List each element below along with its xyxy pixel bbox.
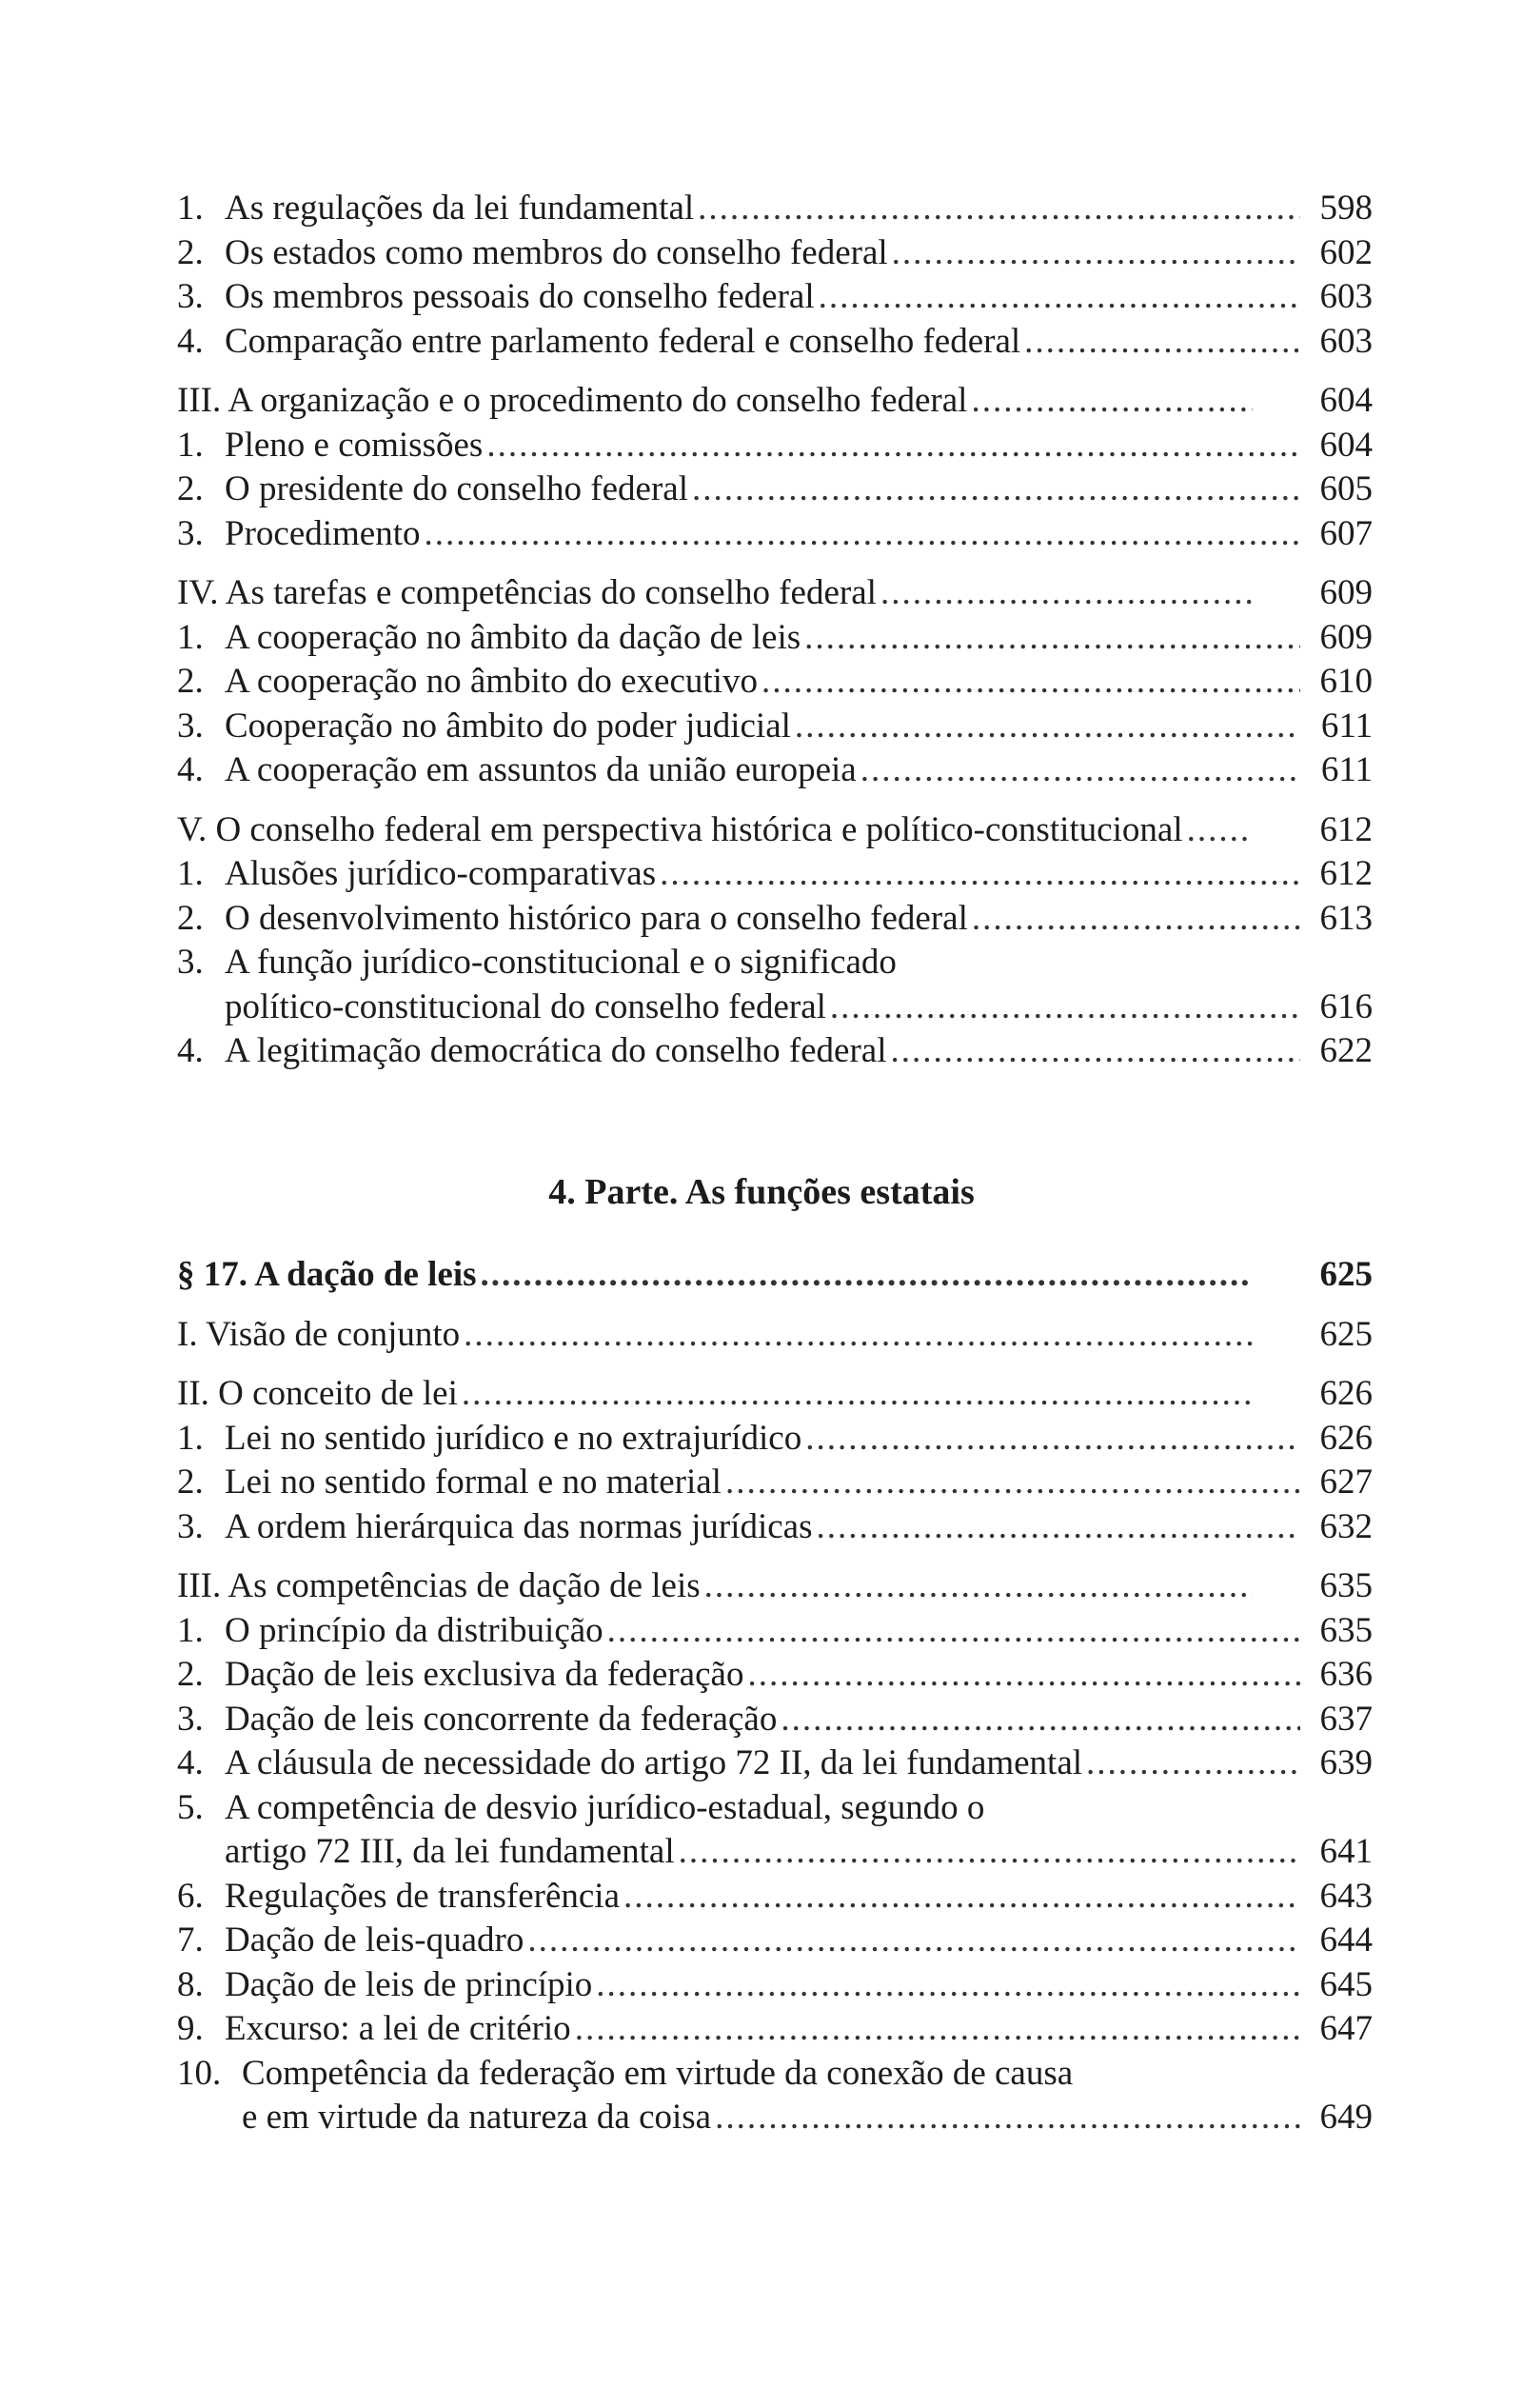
toc-entry[interactable] xyxy=(177,660,1373,705)
toc-entry-number: 2. xyxy=(177,1655,204,1694)
toc-entry-title: Lei no sentido jurídico e no extrajurídico xyxy=(225,1418,802,1458)
toc-entry[interactable] xyxy=(177,1609,1373,1654)
toc-entry-page-number: 649 xyxy=(1319,2098,1373,2137)
dot-leader xyxy=(857,748,1300,793)
toc-entry-page-number: 639 xyxy=(1319,1743,1373,1782)
dot-leader xyxy=(483,424,1300,468)
dot-leader xyxy=(1082,1741,1300,1786)
toc-entry-page-number: 602 xyxy=(1319,232,1373,272)
toc-entry-title: O presidente do conselho federal xyxy=(225,469,688,508)
toc-entry-title: Os estados como membros do conselho federal xyxy=(225,232,888,272)
toc-entry-page-number: 626 xyxy=(1319,1418,1373,1458)
toc-entry-number: 8. xyxy=(177,1964,204,2004)
toc-entry-title: O princípio da distribuição xyxy=(225,1610,603,1650)
toc-entry[interactable] xyxy=(177,1653,1373,1698)
toc-entry-page-number: 611 xyxy=(1320,706,1373,746)
dot-leader xyxy=(458,1372,1253,1417)
toc-entry-title: Lei no sentido formal e no material xyxy=(225,1463,722,1502)
toc-entry-number: 1. xyxy=(177,854,204,893)
toc-entry-number: 3. xyxy=(177,513,204,553)
toc-entry-page-number: 622 xyxy=(1319,1031,1373,1070)
dot-leader xyxy=(694,187,1300,231)
toc-entry-title: Regulações de transferência xyxy=(225,1876,621,1916)
toc-entry-title: III. A organização e o procedimento do conselho federal xyxy=(177,381,968,420)
toc-entry-page-number: 626 xyxy=(1319,1374,1373,1413)
toc-entry-page-number: 625 xyxy=(1319,1255,1373,1294)
toc-entry-title: O desenvolvimento histórico para o conselho federal xyxy=(225,898,968,938)
toc-entry-title: I. Visão de conjunto xyxy=(177,1314,461,1354)
toc-entry-page-number: 625 xyxy=(1319,1314,1373,1354)
toc-entry-title: Dação de leis concorrente da federação xyxy=(225,1699,778,1739)
toc-entry[interactable] xyxy=(177,512,1373,557)
dot-leader xyxy=(688,468,1300,512)
toc-entry-page-number: 605 xyxy=(1319,469,1373,508)
toc-entry-page-number: 612 xyxy=(1319,809,1373,849)
dot-leader xyxy=(826,985,1300,1030)
toc-entry-title: A ordem hierárquica das normas jurídicas xyxy=(225,1506,813,1546)
part-heading: 4. Parte. As funções estatais xyxy=(548,1172,975,1212)
dot-leader xyxy=(656,852,1300,897)
toc-entry-title: e em virtude da natureza da coisa xyxy=(242,2098,712,2137)
toc-entry-number: 2. xyxy=(177,662,204,701)
toc-entry[interactable] xyxy=(177,1029,1373,1074)
toc-entry-title: Dação de leis exclusiva da federação xyxy=(225,1655,744,1694)
dot-leader xyxy=(421,512,1300,557)
toc-entry[interactable] xyxy=(177,1417,1373,1462)
toc-entry-title: II. O conceito de lei xyxy=(177,1374,458,1413)
dot-leader xyxy=(711,2096,1300,2140)
toc-entry[interactable] xyxy=(177,1830,1373,1875)
toc-entry[interactable] xyxy=(177,1253,1373,1298)
toc-entry[interactable] xyxy=(177,1919,1373,1963)
toc-entry[interactable] xyxy=(177,852,1373,897)
toc-entry-page-number: 603 xyxy=(1319,277,1373,316)
toc-entry-page-number: 610 xyxy=(1319,662,1373,701)
toc-entry-page-number: 604 xyxy=(1319,381,1373,420)
toc-entry[interactable] xyxy=(177,379,1373,424)
toc-entry-number: 4. xyxy=(177,1743,204,1782)
toc-entry-page-number: 609 xyxy=(1319,617,1373,657)
dot-leader xyxy=(675,1830,1300,1875)
toc-entry-number: 1. xyxy=(177,1610,204,1650)
toc-entry-title: Comparação entre parlamento federal e conselho federal xyxy=(225,321,1021,361)
dot-leader xyxy=(571,2007,1300,2052)
toc-entry-title: As regulações da lei fundamental xyxy=(225,189,695,228)
dot-leader xyxy=(758,660,1300,705)
toc-entry[interactable] xyxy=(177,1461,1373,1505)
toc-entry-number: 3. xyxy=(177,1699,204,1739)
dot-leader xyxy=(813,1505,1301,1550)
toc-entry[interactable] xyxy=(177,1313,1373,1358)
toc-entry[interactable] xyxy=(177,424,1373,468)
toc-entry-title: Procedimento xyxy=(225,513,421,553)
toc-entry-title: político-constitucional do conselho federal xyxy=(225,986,826,1026)
dot-leader xyxy=(777,1698,1300,1742)
toc-entry-title: IV. As tarefas e competências do conselho federal xyxy=(177,573,877,612)
toc-entry-title: Dação de leis-quadro xyxy=(225,1920,524,1960)
toc-entry[interactable] xyxy=(177,985,1373,1030)
toc-entry-number: 1. xyxy=(177,1418,204,1458)
toc-entry-page-number: 641 xyxy=(1319,1832,1373,1871)
dot-leader xyxy=(620,1875,1300,1920)
toc-entry-title: Dação de leis de princípio xyxy=(225,1964,593,2004)
toc-entry-number: 4. xyxy=(177,750,204,789)
toc-entry-title: V. O conselho federal em perspectiva histórica e político-constitucional xyxy=(177,809,1183,849)
toc-entry-page-number: 644 xyxy=(1319,1920,1373,1960)
toc-entry-page-number: 645 xyxy=(1319,1964,1373,2004)
toc-entry-number: 7. xyxy=(177,1920,204,1960)
toc-entry-page-number: 643 xyxy=(1319,1876,1373,1916)
dot-leader xyxy=(968,897,1300,942)
toc-entry-title: A competência de desvio jurídico-estadual, segundo o xyxy=(225,1787,985,1827)
toc-entry-number: 9. xyxy=(177,2009,204,2048)
toc-entry-number: 1. xyxy=(177,425,204,465)
toc-entry-number: 3. xyxy=(177,943,204,982)
dot-leader xyxy=(1183,808,1253,853)
dot-leader xyxy=(801,1417,1300,1462)
toc-entry-page-number: 635 xyxy=(1319,1610,1373,1650)
toc-entry[interactable] xyxy=(177,275,1373,320)
toc-entry-page-number: 616 xyxy=(1319,986,1373,1026)
toc-entry-title: Competência da federação em virtude da conexão de causa xyxy=(242,2053,1074,2093)
toc-entry[interactable] xyxy=(177,468,1373,512)
toc-entry-page-number: 613 xyxy=(1319,898,1373,938)
toc-entry[interactable] xyxy=(177,1786,1373,1831)
toc-entry[interactable] xyxy=(177,1698,1373,1742)
toc-entry-number: 1. xyxy=(177,617,204,657)
dot-leader xyxy=(887,1029,1300,1074)
toc-entry[interactable] xyxy=(177,2096,1373,2140)
toc-entry-page-number: 636 xyxy=(1319,1655,1373,1694)
toc-entry[interactable] xyxy=(177,2052,1373,2097)
toc-entry[interactable] xyxy=(177,231,1373,276)
toc-entry[interactable] xyxy=(177,1372,1373,1417)
toc-entry[interactable] xyxy=(177,941,1373,985)
dot-leader xyxy=(801,616,1300,661)
toc-entry[interactable] xyxy=(177,1963,1373,2008)
toc-entry-number: 6. xyxy=(177,1876,204,1916)
toc-entry-page-number: 611 xyxy=(1320,750,1373,789)
dot-leader xyxy=(603,1609,1300,1654)
toc-entry[interactable] xyxy=(177,616,1373,661)
toc-entry-page-number: 598 xyxy=(1319,189,1373,228)
dot-leader xyxy=(524,1919,1300,1963)
toc-entry-title: Alusões jurídico-comparativas xyxy=(225,854,657,893)
toc-entry-page-number: 637 xyxy=(1319,1699,1373,1739)
toc-entry-page-number: 609 xyxy=(1319,573,1373,612)
toc-entry-number: 3. xyxy=(177,706,204,746)
toc-entry-page-number: 612 xyxy=(1319,854,1373,893)
toc-entry[interactable] xyxy=(177,748,1373,793)
dot-leader xyxy=(722,1461,1300,1505)
dot-leader xyxy=(791,705,1300,749)
toc-entry-number: 2. xyxy=(177,1463,204,1502)
dot-leader xyxy=(460,1313,1253,1358)
toc-entry-title: § 17. A dação de leis xyxy=(177,1255,477,1294)
dot-leader xyxy=(743,1653,1300,1698)
toc-entry-number: 10. xyxy=(177,2053,222,2093)
toc-entry[interactable] xyxy=(177,2007,1373,2052)
toc-entry-title: Excurso: a lei de critério xyxy=(225,2009,571,2048)
dot-leader xyxy=(701,1564,1253,1609)
toc-entry-number: 1. xyxy=(177,189,204,228)
toc-entry-number: 3. xyxy=(177,277,204,316)
toc-entry-page-number: 604 xyxy=(1319,425,1373,465)
toc-entry-page-number: 607 xyxy=(1319,513,1373,553)
toc-entry[interactable] xyxy=(177,571,1373,616)
toc-entry-page-number: 627 xyxy=(1319,1463,1373,1502)
toc-entry-number: 2. xyxy=(177,232,204,272)
toc-entry-page-number: 647 xyxy=(1319,2009,1373,2048)
toc-entry-page-number: 632 xyxy=(1319,1506,1373,1546)
toc-section-top xyxy=(177,187,1373,1074)
dot-leader xyxy=(477,1253,1253,1298)
toc-entry-number: 4. xyxy=(177,1031,204,1070)
dot-leader xyxy=(877,571,1253,616)
toc-entry-title: A legitimação democrática do conselho federal xyxy=(225,1031,887,1070)
dot-leader xyxy=(1020,320,1300,365)
toc-entry[interactable] xyxy=(177,1564,1373,1609)
toc-entry[interactable] xyxy=(177,705,1373,749)
dot-leader xyxy=(967,379,1253,424)
toc-entry-number: 2. xyxy=(177,469,204,508)
dot-leader xyxy=(888,231,1300,276)
toc-entry-number: 5. xyxy=(177,1787,204,1827)
dot-leader xyxy=(815,275,1300,320)
toc-entry-page-number: 603 xyxy=(1319,321,1373,361)
toc-entry[interactable] xyxy=(177,897,1373,942)
toc-entry-title: A cláusula de necessidade do artigo 72 II, da lei fundamental xyxy=(225,1743,1083,1782)
toc-entry-title: III. As competências de dação de leis xyxy=(177,1566,701,1605)
toc-entry-number: 4. xyxy=(177,321,204,361)
toc-entry-title: A função jurídico-constitucional e o significado xyxy=(225,943,897,982)
toc-entry[interactable] xyxy=(177,1741,1373,1786)
toc-entry-title: Os membros pessoais do conselho federal xyxy=(225,277,815,316)
toc-section-bottom xyxy=(177,1253,1373,2140)
toc-entry-page-number: 635 xyxy=(1319,1566,1373,1605)
dot-leader xyxy=(592,1963,1300,2008)
toc-entry-title: artigo 72 III, da lei fundamental xyxy=(225,1832,675,1871)
toc-entry[interactable] xyxy=(177,187,1373,231)
toc-entry[interactable] xyxy=(177,808,1373,853)
toc-entry[interactable] xyxy=(177,1875,1373,1920)
toc-entry-title: Pleno e comissões xyxy=(225,425,484,465)
toc-entry-number: 3. xyxy=(177,1506,204,1546)
toc-entry[interactable] xyxy=(177,1505,1373,1550)
toc-entry-title: A cooperação no âmbito da dação de leis xyxy=(225,617,801,657)
toc-entry-title: Cooperação no âmbito do poder judicial xyxy=(225,706,791,746)
toc-entry-title: A cooperação em assuntos da união europeia xyxy=(225,750,857,789)
toc-entry-title: A cooperação no âmbito do executivo xyxy=(225,662,758,701)
toc-entry[interactable] xyxy=(177,320,1373,365)
toc-entry-number: 2. xyxy=(177,898,204,938)
